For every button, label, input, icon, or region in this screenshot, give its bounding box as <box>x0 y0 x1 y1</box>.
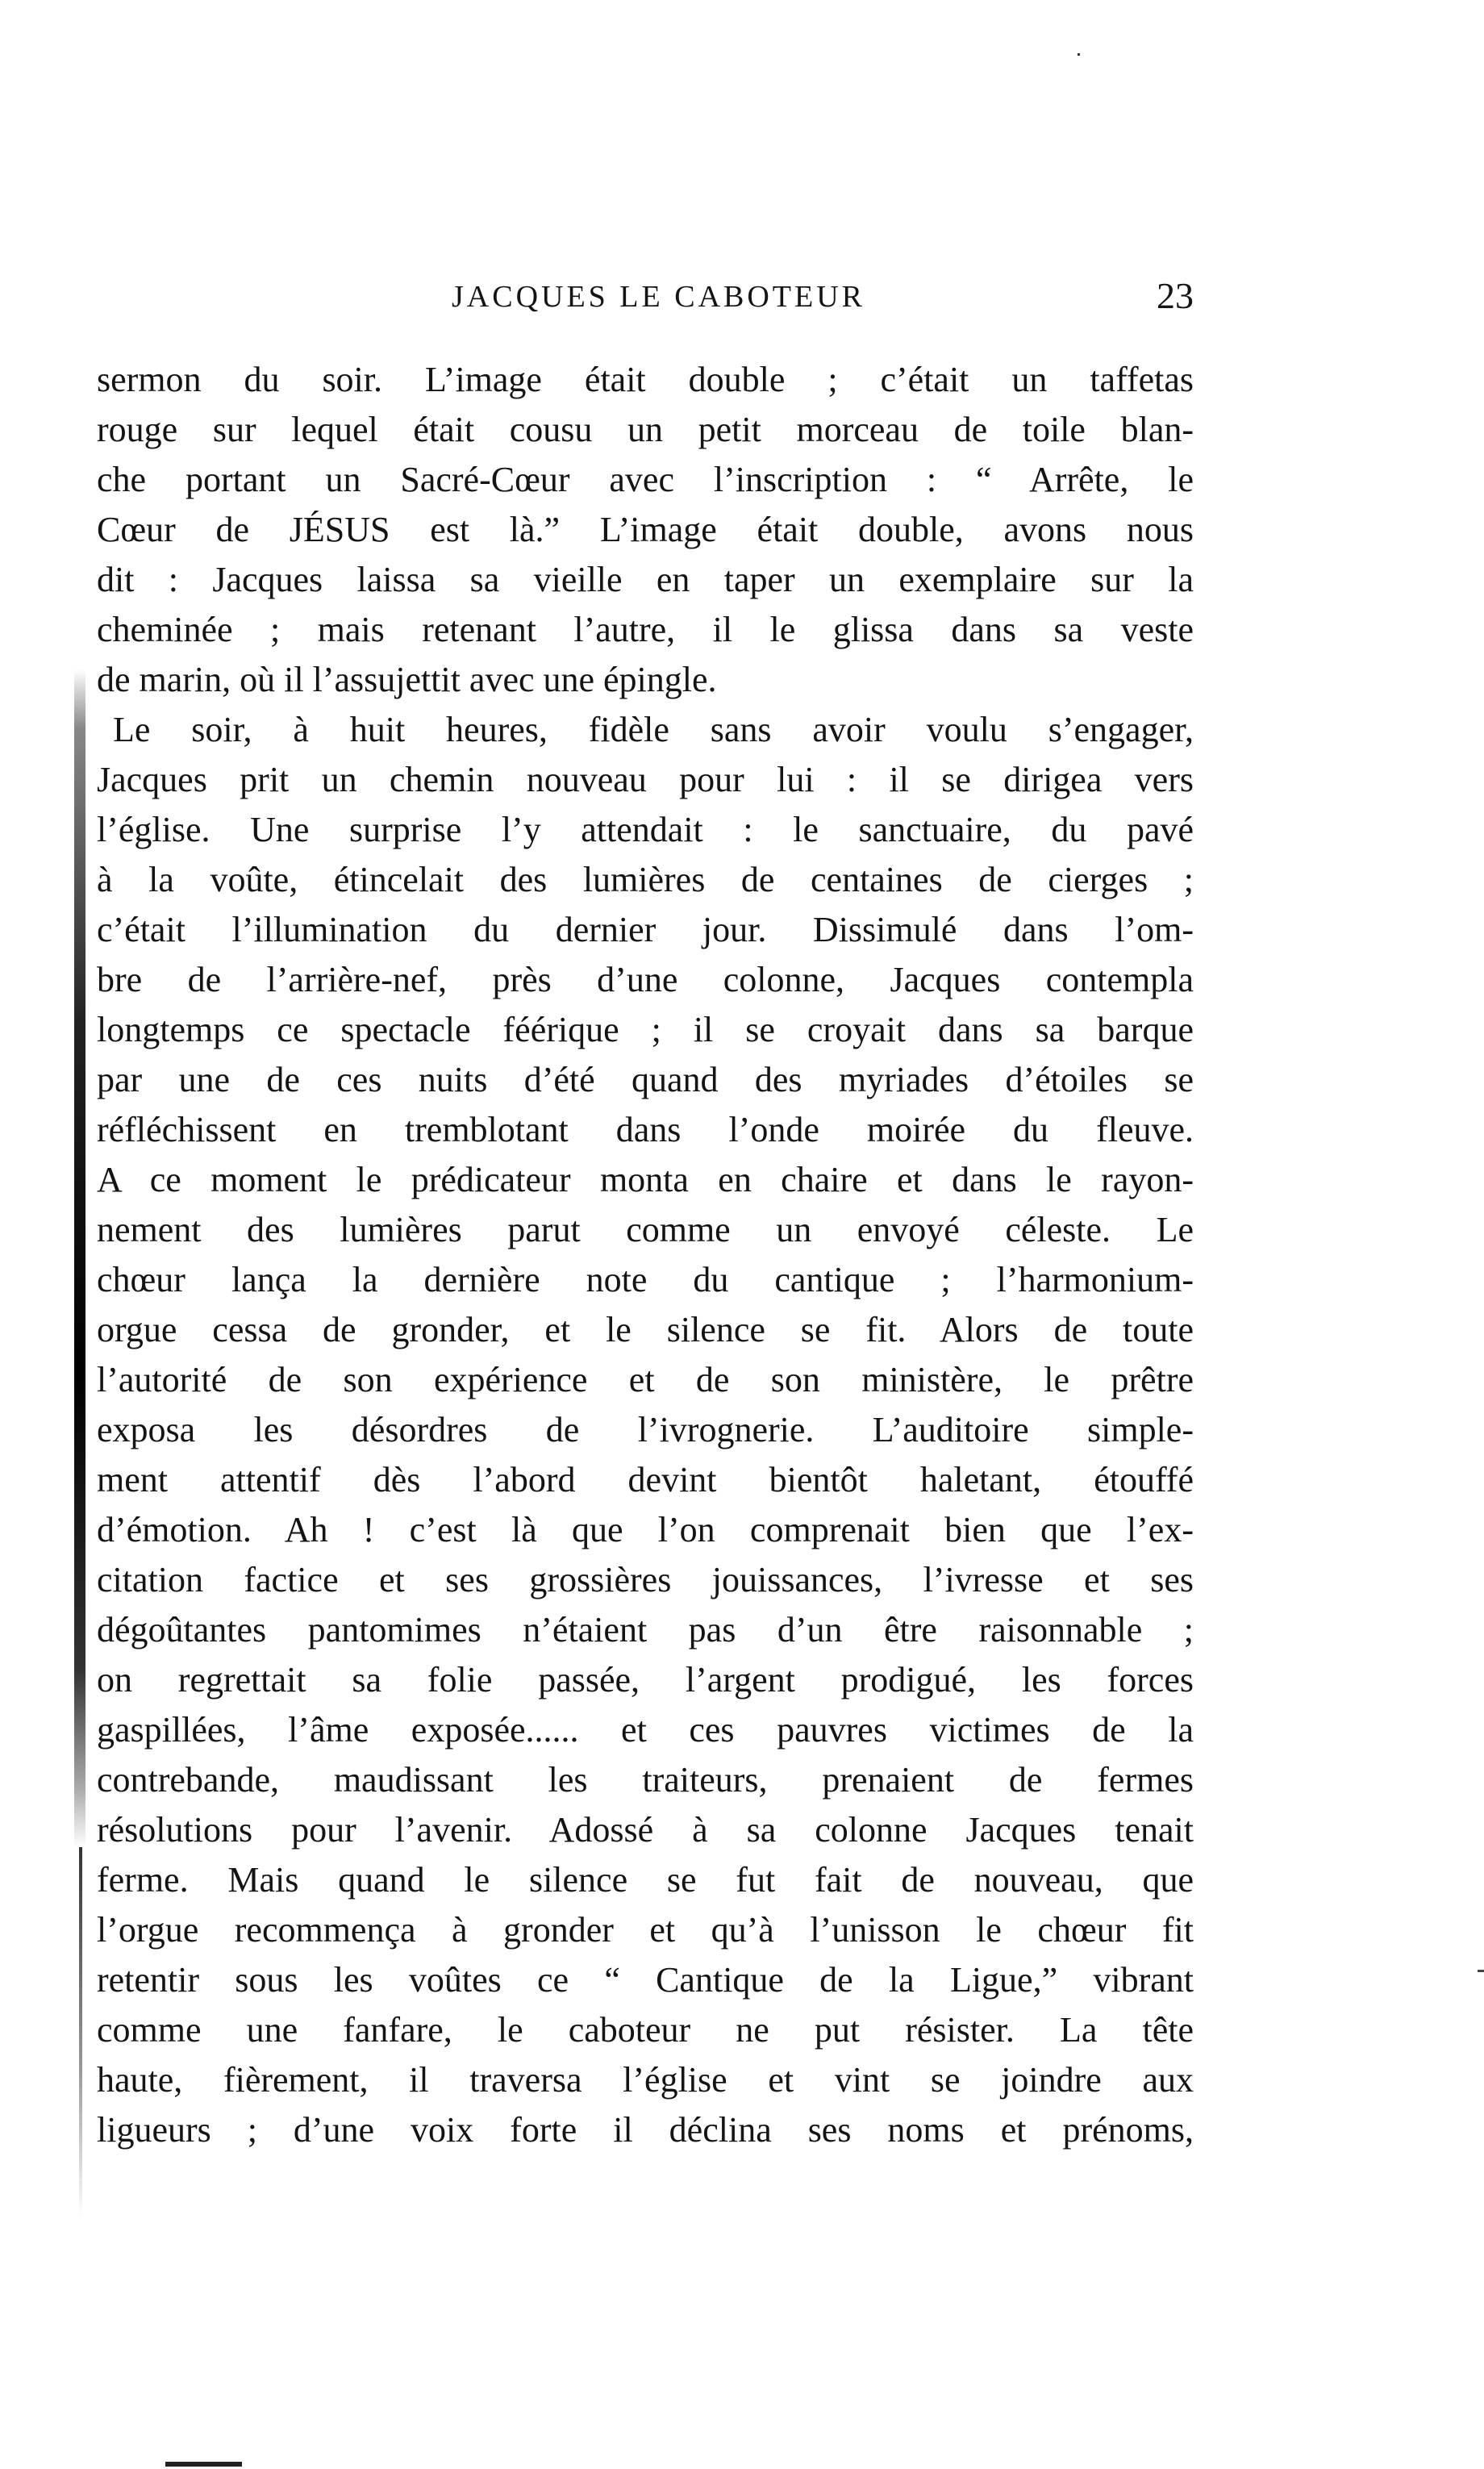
text-line: orgue cessa de gronder, et le silence se fit. Alors de toute <box>97 1310 1194 1349</box>
scan-speck <box>1078 53 1080 56</box>
text-line: réfléchissent en tremblotant dans l’onde moirée du fleuve. <box>97 1110 1194 1149</box>
text-line: comme une fanfare, le caboteur ne put résister. La tête <box>97 2010 1194 2050</box>
text-line: retentir sous les voûtes ce “ Cantique de la Ligue,” vibrant <box>97 1960 1194 2000</box>
page-number: 23 <box>1157 275 1194 316</box>
paragraph-end-line: de marin, où il l’assujettit avec une épingle. <box>97 660 717 699</box>
body-text <box>97 355 1194 2155</box>
text-line: d’émotion. Ah ! c’est là que l’on comprenait bien que l’ex- <box>97 1510 1194 1549</box>
text-line: gaspillées, l’âme exposée...... et ces pauvres victimes de la <box>97 1710 1194 1750</box>
text-line: dit : Jacques laissa sa vieille en taper un exemplaire sur la <box>97 560 1194 599</box>
text-line: c’était l’illumination du dernier jour. Dissimulé dans l’om- <box>97 910 1194 949</box>
text-line: à la voûte, étincelait des lumières de centaines de cierges ; <box>97 860 1194 899</box>
text-line: Jacques prit un chemin nouveau pour lui : il se dirigea vers <box>97 760 1194 799</box>
text-line: l’église. Une surprise l’y attendait : le sanctuaire, du pavé <box>97 810 1194 849</box>
running-title: JACQUES LE CABOTEUR <box>452 280 866 314</box>
paragraph-start-line: Le soir, à huit heures, fidèle sans avoir voulu s’engager, <box>113 710 1194 749</box>
text-line: haute, fièrement, il traversa l’église et vint se joindre aux <box>97 2060 1194 2100</box>
text-line: dégoûtantes pantomimes n’étaient pas d’un être raisonnable ; <box>97 1610 1194 1649</box>
text-line: ligueurs ; d’une voix forte il déclina ses noms et prénoms, <box>97 2110 1194 2150</box>
text-line: par une de ces nuits d’été quand des myriades d’étoiles se <box>97 1060 1194 1099</box>
text-line: on regrettait sa folie passée, l’argent prodigué, les forces <box>97 1660 1194 1700</box>
binding-shadow-tail <box>79 1847 82 2218</box>
running-head <box>97 274 1194 323</box>
text-line: ferme. Mais quand le silence se fut fait de nouveau, que <box>97 1860 1194 1900</box>
scan-mark <box>1478 1970 1484 1972</box>
text-line: bre de l’arrière-nef, près d’une colonne, Jacques contempla <box>97 960 1194 999</box>
text-line: cheminée ; mais retenant l’autre, il le glissa dans sa veste <box>97 610 1194 649</box>
text-line: l’autorité de son expérience et de son ministère, le prêtre <box>97 1360 1194 1399</box>
text-line: nement des lumières parut comme un envoyé céleste. Le <box>97 1210 1194 1249</box>
text-line: chœur lança la dernière note du cantique ; l’harmonium- <box>97 1260 1194 1299</box>
text-line: ment attentif dès l’abord devint bientôt haletant, étouffé <box>97 1460 1194 1499</box>
text-line: rouge sur lequel était cousu un petit morceau de toile blan- <box>97 410 1194 449</box>
text-line: citation factice et ses grossières jouissances, l’ivresse et ses <box>97 1560 1194 1599</box>
text-line: Cœur de JÉSUS est là.” L’image était double, avons nous <box>97 510 1194 549</box>
binding-shadow <box>74 669 85 1847</box>
text-line: che portant un Sacré-Cœur avec l’inscription : “ Arrête, le <box>97 460 1194 499</box>
text-line: contrebande, maudissant les traiteurs, prenaient de fermes <box>97 1760 1194 1800</box>
text-line: A ce moment le prédicateur monta en chaire et dans le rayon- <box>97 1160 1194 1199</box>
text-line: résolutions pour l’avenir. Adossé à sa colonne Jacques tenait <box>97 1810 1194 1850</box>
text-line: exposa les désordres de l’ivrognerie. L’auditoire simple- <box>97 1410 1194 1449</box>
text-line: l’orgue recommença à gronder et qu’à l’unisson le chœur fit <box>97 1910 1194 1950</box>
text-line: sermon du soir. L’image était double ; c’était un taffetas <box>97 360 1194 399</box>
text-line: longtemps ce spectacle féérique ; il se croyait dans sa barque <box>97 1010 1194 1049</box>
scan-mark <box>165 2462 242 2467</box>
